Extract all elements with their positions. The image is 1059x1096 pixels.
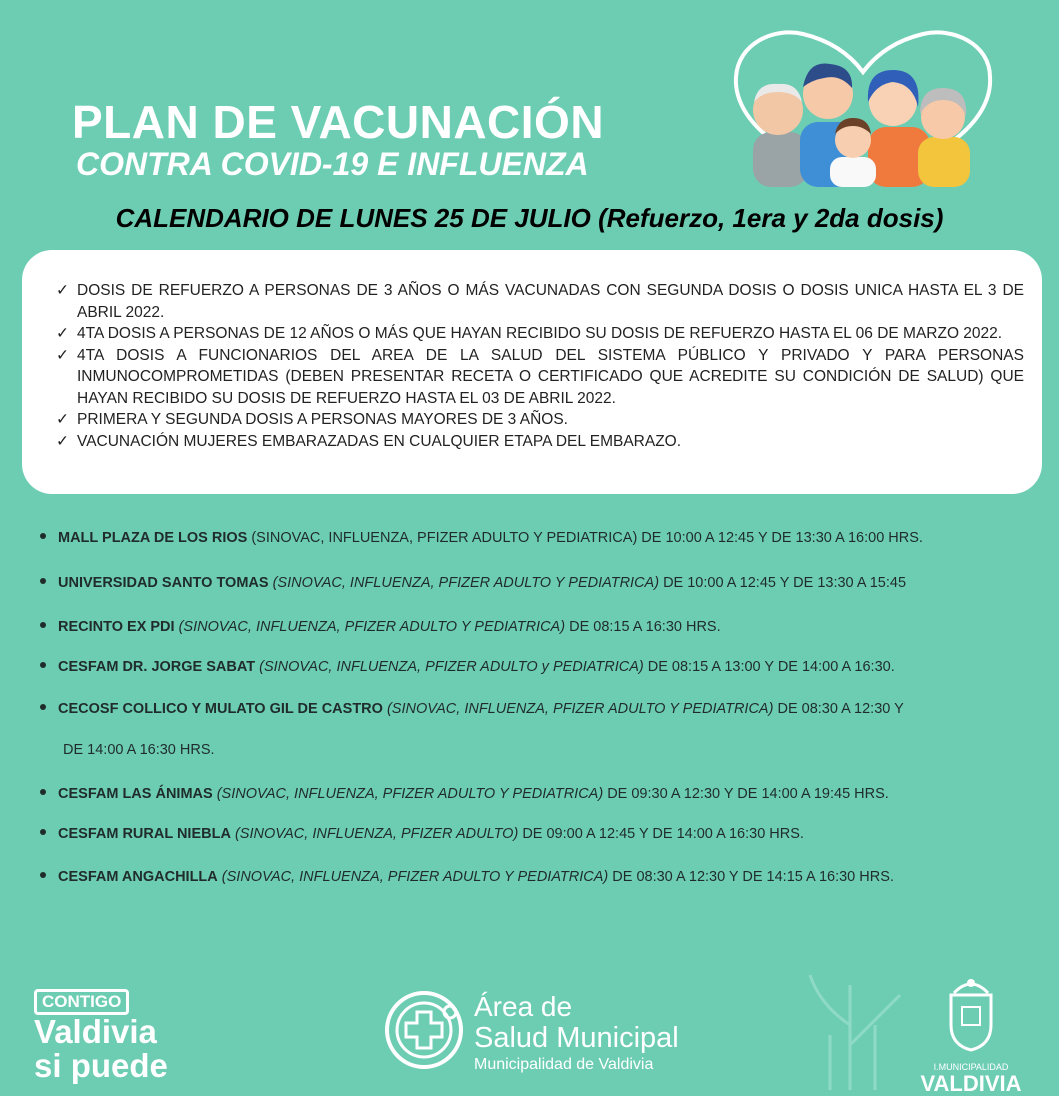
site-hours: DE 08:15 A 16:30 HRS. xyxy=(565,619,721,635)
page-title: PLAN DE VACUNACIÓN xyxy=(72,96,605,148)
site-vaccines: (SINOVAC, INFLUENZA, PFIZER ADULTO y PEDIATRICA) xyxy=(259,659,644,675)
bullet-icon xyxy=(40,662,46,668)
condition-item: ✓ DOSIS DE REFUERZO A PERSONAS DE 3 AÑOS O MÁS VACUNADAS CON SEGUNDA DOSIS O DOSIS UNICA HASTA EL 3 DE ABRIL 2022. xyxy=(56,282,1024,321)
area-salud-municipal-logo xyxy=(474,992,679,1076)
valdivia-crest-icon xyxy=(936,975,1006,1055)
site-name: CESFAM RURAL NIEBLA xyxy=(58,826,231,842)
site-hours: DE 09:30 A 12:30 Y DE 14:00 A 19:45 HRS. xyxy=(603,786,889,802)
site-name: RECINTO EX PDI xyxy=(58,619,175,635)
site-name: CECOSF COLLICO Y MULATO GIL DE CASTRO xyxy=(58,701,383,717)
page-subtitle: CONTRA COVID-19 E INFLUENZA xyxy=(76,146,589,182)
site-vaccines: (SINOVAC, INFLUENZA, PFIZER ADULTO Y PEDIATRICA) xyxy=(251,530,638,546)
check-icon: ✓ xyxy=(56,325,69,342)
condition-item: ✓ VACUNACIÓN MUJERES EMBARAZADAS EN CUALQUIER ETAPA DEL EMBARAZO. xyxy=(56,431,1024,453)
conditions-list xyxy=(56,280,1024,452)
asm-line3: Municipalidad de Valdivia xyxy=(474,1056,654,1073)
bullet-icon xyxy=(40,533,46,539)
bullet-icon xyxy=(40,829,46,835)
plant-decoration xyxy=(790,965,910,1090)
site-name: UNIVERSIDAD SANTO TOMAS xyxy=(58,575,269,591)
bullet-icon xyxy=(40,622,46,628)
asm-line1: Área de xyxy=(474,991,573,1022)
site-name: CESFAM DR. JORGE SABAT xyxy=(58,659,256,675)
family-heart-illustration xyxy=(728,22,998,187)
site-item xyxy=(40,826,804,842)
site-name: CESFAM ANGACHILLA xyxy=(58,869,218,885)
site-hours-continuation: DE 14:00 A 16:30 HRS. xyxy=(63,742,215,758)
site-item xyxy=(40,869,894,885)
calendar-heading: CALENDARIO DE LUNES 25 DE JULIO (Refuerzo, 1era y 2da dosis) xyxy=(115,203,944,233)
site-vaccines: (SINOVAC, INFLUENZA, PFIZER ADULTO Y PEDIATRICA) xyxy=(216,786,604,802)
site-hours: DE 10:00 A 12:45 Y DE 13:30 A 16:00 HRS. xyxy=(637,530,923,546)
site-item xyxy=(40,659,895,675)
site-vaccines: (SINOVAC, INFLUENZA, PFIZER ADULTO Y PEDIATRICA) xyxy=(386,701,774,717)
site-vaccines: (SINOVAC, INFLUENZA, PFIZER ADULTO Y PEDIATRICA) xyxy=(221,869,609,885)
site-vaccines: (SINOVAC, INFLUENZA, PFIZER ADULTO) xyxy=(234,826,519,842)
contigo-valdivia-logo xyxy=(34,989,168,1083)
bullet-icon xyxy=(40,872,46,878)
site-item xyxy=(40,786,889,802)
site-item xyxy=(40,701,904,717)
check-icon: ✓ xyxy=(56,346,69,364)
asm-line2: Salud Municipal xyxy=(474,1022,679,1054)
site-item xyxy=(40,530,923,546)
condition-item: ✓ PRIMERA Y SEGUNDA DOSIS A PERSONAS MAYORES DE 3 AÑOS. xyxy=(56,409,1024,431)
site-hours: DE 08:30 A 12:30 Y xyxy=(773,701,904,717)
check-icon: ✓ xyxy=(56,411,69,428)
bullet-icon xyxy=(40,789,46,795)
condition-item: ✓ 4TA DOSIS A PERSONAS DE 12 AÑOS O MÁS QUE HAYAN RECIBIDO SU DOSIS DE REFUERZO HASTA EL 06 DE MARZO 2022. xyxy=(56,323,1024,345)
site-item xyxy=(40,619,721,635)
site-item xyxy=(40,575,906,591)
site-vaccines: (SINOVAC, INFLUENZA, PFIZER ADULTO Y PEDIATRICA) xyxy=(178,619,566,635)
site-name: CESFAM LAS ÁNIMAS xyxy=(58,786,213,802)
municipalidad-valdivia-logo xyxy=(906,975,1036,1096)
check-icon: ✓ xyxy=(56,282,69,299)
health-cross-icon xyxy=(384,990,464,1070)
contigo-badge: CONTIGO xyxy=(34,989,129,1015)
site-hours: DE 08:30 A 12:30 Y DE 14:15 A 16:30 HRS. xyxy=(608,869,894,885)
site-hours: DE 09:00 A 12:45 Y DE 14:00 A 16:30 HRS. xyxy=(518,826,804,842)
municipalidad-label: I.MUNICIPALIDAD xyxy=(933,1062,1009,1072)
valdivia-label: VALDIVIA xyxy=(920,1071,1022,1096)
bullet-icon xyxy=(40,578,46,584)
site-name: MALL PLAZA DE LOS RIOS xyxy=(58,530,248,546)
site-vaccines: (SINOVAC, INFLUENZA, PFIZER ADULTO Y PEDIATRICA) xyxy=(272,575,660,591)
site-hours: DE 08:15 A 13:00 Y DE 14:00 A 16:30. xyxy=(643,659,895,675)
check-icon: ✓ xyxy=(56,432,69,450)
condition-item: ✓ 4TA DOSIS A FUNCIONARIOS DEL AREA DE LA SALUD DEL SISTEMA PÚBLICO Y PRIVADO Y PARA PERSONAS INMUNOCOMPROMETIDAS (DEBEN PRESENTAR RECETA O CERTIFICADO QUE ACREDITE SU CONDICIÓN DE SALUD) QUE HAYAN RECIBIDO SU DOSIS DE REFUERZO HASTA EL 03 DE ABRIL 2022. xyxy=(56,346,1024,407)
si-puede-text: si puede xyxy=(34,1047,168,1084)
site-hours: DE 10:00 A 12:45 Y DE 13:30 A 15:45 xyxy=(659,575,907,591)
bullet-icon xyxy=(40,704,46,710)
valdivia-text: Valdivia xyxy=(34,1013,157,1050)
